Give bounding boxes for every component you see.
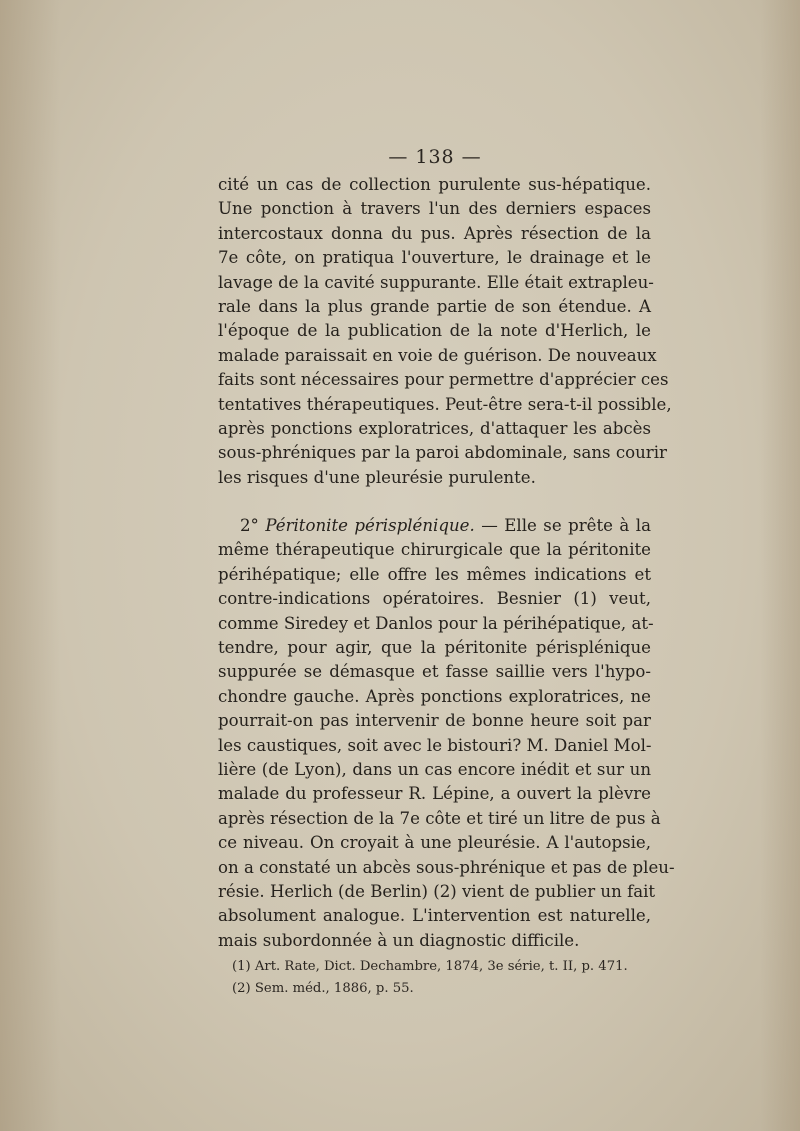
page-edge-shadow-left [0,0,60,1131]
text-line: ce niveau. On croyait à une pleurésie. A l'autopsie, [218,833,651,853]
lead-text: — Elle se prête à la [481,516,651,536]
text-line: l'époque de la publication de la note d'Herlich, le [218,321,651,341]
section-title: Péritonite périsplénique. [265,516,475,536]
paragraph-1 [218,173,672,490]
paragraph-2 [218,514,675,953]
text-line: absolument analogue. L'intervention est naturelle, [218,906,651,926]
page-edge-shadow-right [760,0,800,1131]
text-line: les risques d'une pleurésie purulente. [218,467,536,487]
text-line: comme Siredey et Danlos pour la périhépatique, at- [218,613,654,633]
text-line: tendre, pour agir, que la péritonite périsplénique [218,638,651,658]
footnotes [232,956,652,1000]
text-line: malade du professeur R. Lépine, a ouvert la plèvre [218,784,651,804]
text-line: mais subordonnée à un diagnostic difficile. [218,930,580,950]
paragraph-lead-line [218,514,651,538]
text-line: même thérapeutique chirurgicale que la péritonite [218,540,651,560]
text-line: rale dans la plus grande partie de son étendue. A [218,296,651,316]
footnote: (1) Art. Rate, Dict. Dechambre, 1874, 3e série, t. II, p. 471. [232,959,628,974]
text-line: 7e côte, on pratiqua l'ouverture, le drainage et le [218,248,651,268]
page-number: — 138 — [388,146,482,168]
text-line: lière (de Lyon), dans un cas encore inédit et sur un [218,759,651,779]
text-line: lavage de la cavité suppurante. Elle était extrapleu- [218,272,654,292]
body-text [218,173,675,953]
text-line: contre-indications opératoires. Besnier (1) veut, [218,589,651,609]
text-line: on a constaté un abcès sous-phrénique et pas de pleu- [218,857,675,877]
text-line: après résection de la 7e côte et tiré un litre de pus à [218,808,661,828]
text-line: périhépatique; elle offre les mêmes indications et [218,564,651,584]
text-line: cité un cas de collection purulente sus-hépatique. [218,175,651,194]
text-line: pourrait-on pas intervenir de bonne heure soit par [218,711,651,731]
section-number: 2° [240,516,259,536]
text-line: tentatives thérapeutiques. Peut-être sera-t-il possible, [218,394,672,414]
text-line: résie. Herlich (de Berlin) (2) vient de publier un fait [218,881,656,901]
paragraph-gap [218,490,651,514]
text-line: faits sont nécessaires pour permettre d'apprécier ces [218,370,669,390]
text-line: sous-phréniques par la paroi abdominale, sans courir [218,443,667,463]
text-line: Une ponction à travers l'un des derniers espaces [218,199,651,219]
text-line: après ponctions exploratrices, d'attaquer les abcès [218,418,651,438]
text-line: suppurée se démasque et fasse saillie vers l'hypo- [218,662,651,682]
text-line: chondre gauche. Après ponctions exploratrices, ne [218,686,651,706]
footnote: (2) Sem. méd., 1886, p. 55. [232,981,414,996]
text-line: malade paraissait en voie de guérison. De nouveaux [218,345,657,365]
text-line: intercostaux donna du pus. Après résection de la [218,223,651,243]
text-line: les caustiques, soit avec le bistouri? M. Daniel Mol- [218,735,652,755]
